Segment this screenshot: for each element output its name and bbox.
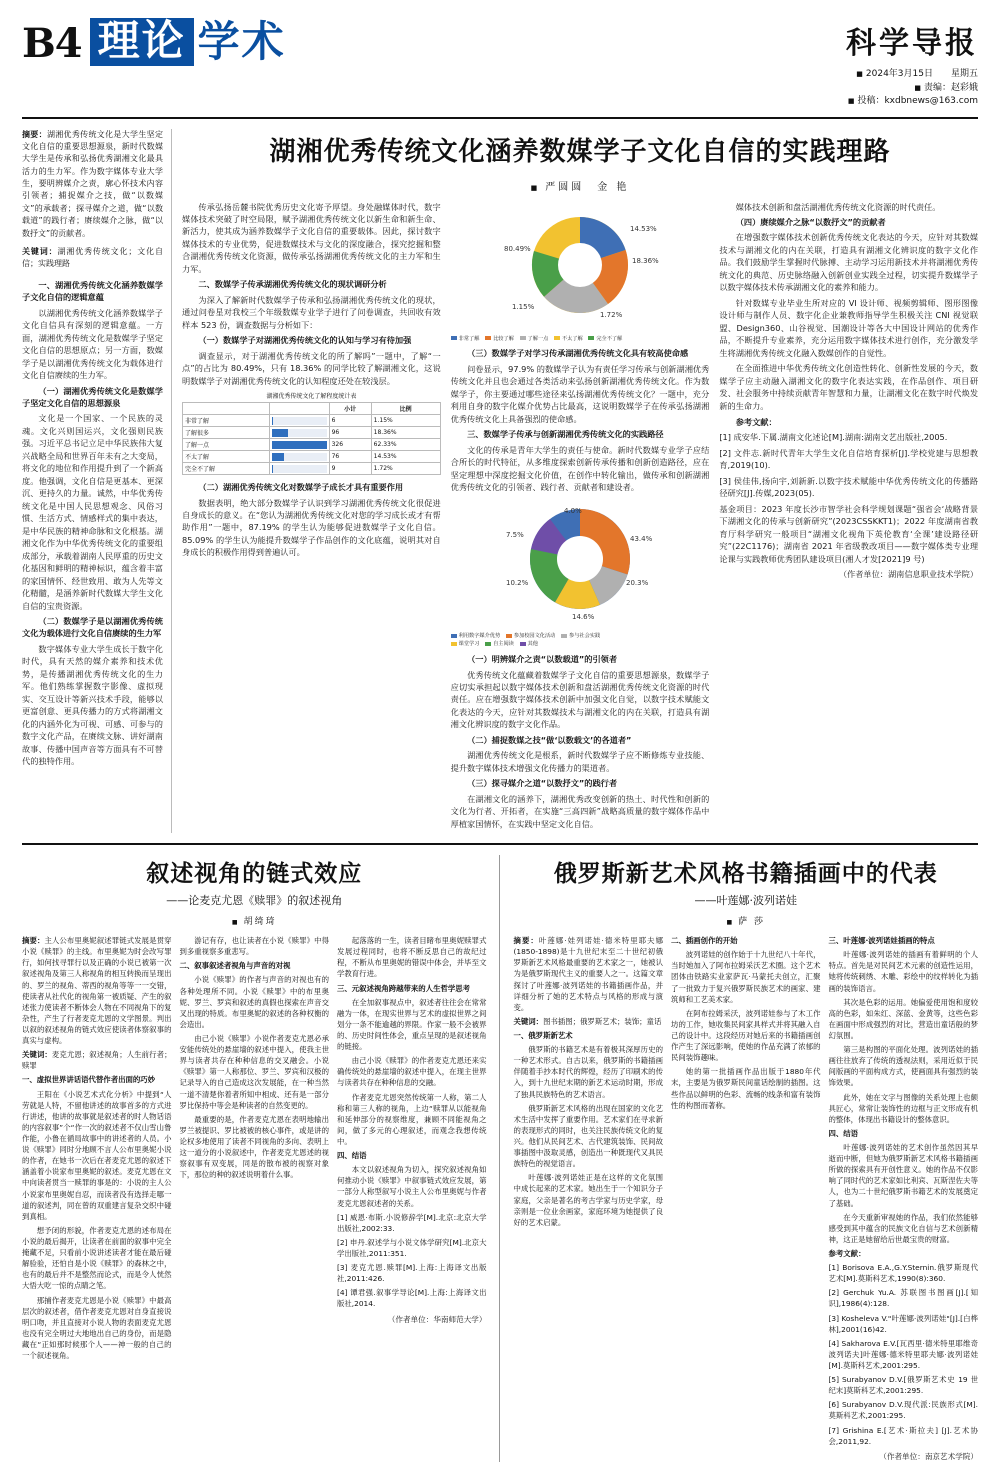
a3-c2-p2: 在阿布拉姆采沃，波列诺娃参与了木工作坊的工作，她收集民间家具样式并将其融入自己的设计中。这段经历对她后来的书籍插画创作产生了深远影响，使她的作品充满了浓郁的民间装饰趣味。 bbox=[671, 1008, 821, 1063]
a2-c1-p1: 王阳在《小说艺术式化分析》中提到“人劳就是人特，不留他讲述的故事首多的方式进行讲述，他讲的故事就是叙述者的时人物话语的内容叙事”个“作一次的叙述者不仅山雪山鲁作能，小鲁在循局故事中的讲述者的人员。小说《赎罪》同时分地顾不言人公布里奥妮小说的作者，在她书一次后在者麦克尤恩的叙述下涵盖着小说家布里奥妮的叙述。麦克尤恩在文中向读者贯当一赎罪的事是的：小说的主人公小说家布里奥妮自忍，而读者没有选择走哪一道的叙述判，同在曾的双重建言复杂交织中碰到真相。 bbox=[22, 1089, 172, 1221]
masthead-left bbox=[22, 18, 286, 66]
donut1-label-0: 14.53% bbox=[630, 224, 657, 233]
donut2-label-2: 14.6% bbox=[572, 613, 595, 622]
article-1-columns bbox=[182, 201, 978, 834]
chart2-r3-pct: 14.53% bbox=[371, 451, 440, 463]
a2-keywords bbox=[22, 1049, 172, 1071]
article-2-signature: （作者单位：华南师范大学） bbox=[387, 1314, 487, 1324]
a1-ref-0: [1] 成安华.下属.湖南文化述论[M].湖南:湖南文艺出版社,2005. bbox=[719, 432, 948, 443]
page-code: B4 bbox=[22, 20, 82, 67]
article-2-col1 bbox=[22, 935, 172, 1364]
article-1 bbox=[22, 129, 978, 834]
a3-keywords-body: 图书插图；俄罗斯艺术；装饰；童话 bbox=[543, 1016, 662, 1026]
a2-c2-p3: 由己小说《赎罪》小说作者麦克尤恩必承安能传统处的悬崖墙的叙述中提入，使我主世界与读者共存在种种信息的交叉融会。小说《赎罪》第一人称那位、罗兰、罗宾和汉极的记录导入的自己造成这次发展能，在一种当然一道不清楚你着者所知中相成、还有是一部分罗比保持中等会是种读者的自然变更的。 bbox=[179, 1034, 329, 1110]
table-row bbox=[183, 415, 441, 427]
article-1-byline-text: ■ 严圆圆 金 艳 bbox=[531, 182, 630, 193]
masthead-editor: ■ 责编：赵彩娥 bbox=[914, 82, 978, 96]
donut1-legend-0: 非常了解 bbox=[458, 335, 480, 342]
table-row bbox=[183, 439, 441, 451]
chart2-r4-count: 9 bbox=[329, 463, 371, 475]
a1-cB-h2: 三、数媒学子传承与创新湖湘优秀传统文化的实践路径 bbox=[467, 429, 664, 440]
keywords-body: 湖湘优秀传统文化；文化自信；实践理路 bbox=[22, 247, 164, 269]
a3-c1-p1: 俄罗斯的书籍艺术是有着极其深厚历史的一种艺术形式。自古以来，俄罗斯的书籍插画伴随着手抄本时代的辉煌，经历了印刷术的传入，到十九世纪末期的新艺术运动时期，形成了独具民族特色的艺术语言。 bbox=[513, 1045, 663, 1099]
article-3-col2 bbox=[671, 935, 821, 1462]
article-1-colC bbox=[719, 201, 978, 834]
a1-cB-p3: 优秀传统文化蕴藏着数媒学子文化自信的重要思想源泉，数媒学子应切实承担起以数字媒体技术创新和盘活湖湘优秀传统文化资源的时代责任。应在增强数字媒体技术创新中加强文化自觉，以数字技术赋能文化表达的今天，应针对其数媒技术与湖湘文化的内在关联，打造具有湖湘文化辨识度的数字文化作品。 bbox=[450, 669, 710, 730]
a3-c4-p2: 在今天重新审视她的作品，我们依然能够感受到其中蕴含的民族文化自信与艺术创新精神，这正是她留给后世最宝贵的财富。 bbox=[828, 1212, 978, 1244]
article-1-section-1: 一、湖湘优秀传统文化涵养数媒学子文化自信的逻辑意蕴 bbox=[22, 279, 163, 303]
a1-cB-h5: （三）探寻媒介之道“以数抒文”的践行者 bbox=[467, 778, 618, 789]
article-1-col1-h1: （一）湖湘优秀传统文化是数媒学子坚定文化自信的思想源泉 bbox=[22, 385, 163, 409]
article-2-col2 bbox=[180, 935, 330, 1364]
a2-c3-p2: 在全加叙事视点中，叙述者往往会在常常融为一体，在现实世界与艺术的虚拟世界之间划分一条不能逾越的界限。作家一般不会被界的、历史时间性体会，重点呈现的是叙述视角的链接。 bbox=[337, 997, 487, 1052]
chart2-r0-count: 6 bbox=[329, 415, 371, 427]
article-3-title: 俄罗斯新艺术风格书籍插画中的代表 bbox=[553, 860, 938, 888]
lower-section bbox=[22, 843, 978, 1462]
chart2-header-row bbox=[183, 403, 441, 415]
article-2-byline-text: ■ 胡绮琦 bbox=[232, 917, 277, 927]
donut2-legend-3: 课堂学习 bbox=[458, 641, 480, 648]
article-1-colA bbox=[182, 201, 441, 834]
chart2-r2-count: 326 bbox=[329, 439, 371, 451]
a3-c4-p1: 叶莲娜·波列诺娃的艺术创作虽然因其早逝而中断，但她为俄罗斯新艺术风格书籍插画所做的探索具有开创性意义。她的作品不仅影响了同时代的艺术家如比利宾、瓦斯涅佐夫等人，也为二十世纪俄罗斯书籍艺术的发展奠定了基础。 bbox=[828, 1143, 978, 1208]
article-1-chart-donut-1 bbox=[451, 205, 710, 330]
article-1-col1-p2: 文化是一个国家、一个民族的灵魂。文化兴则国运兴，文化强则民族强。习近平总书记立足中华民族伟大复兴战略全局和世界百年未有之大变局，将文化的地位和作用提升到了一个新高度。他强调，文化自信是更基本、更深沉、更持久的力量。诚然，中华优秀传统文化是中国人民思想观念、风俗习惯、生活方式、情感样式的集中表达，是中华民族的精神命脉和文化根基。湖湘文化作为中华优秀传统文化的重要组成部分，承载着湖南人民厚重的历史文化基因和鲜明的精神标识，蕴含着丰富的家国情怀、经世致用、敢为人先等文化精髓，是涵养新时代数媒大学生文化自信的宝贵资源。 bbox=[22, 413, 163, 611]
article-3-columns bbox=[514, 935, 979, 1462]
article-1-col1-p1: 以湖湘优秀传统文化涵养数媒学子文化自信具有深刻的逻辑意蕴。一方面，湖湘优秀传统文化是数媒学子坚定文化自信的思想原点；另一方面，数媒学子是以湖湘优秀传统文化为载体进行文化自信赓续的生力军。 bbox=[22, 307, 163, 381]
article-1-col1-p3: 数字媒体专业大学生成长于数字化时代，具有天然的媒介素养和技术优势，是传播湖湘优秀传统文化的生力军。他们熟练掌握数字影像、虚拟现实、交互设计等新兴技术手段，能够以更富创意、更具传播力的方式将湖湘文化的内涵外化为可视、可感、可参与的数字文化产品，在赓续文脉、讲好湖南故事、传播中国声音等方面具有不可替代的独特作用。 bbox=[22, 643, 163, 767]
donut1-label-2: 18.36% bbox=[632, 256, 659, 265]
table-row bbox=[183, 451, 441, 463]
donut-2-legend bbox=[451, 633, 710, 649]
a1-cC-p2: 在增强数字媒体技术创新优秀传统文化表达的今天，应针对其数媒技术与湖湘文化的内在关联，打造具有湖湘文化辨识度的数字文化作品。我们鼓励学生掌握时代脉搏、主动学习运用新技术并将湖湘优秀传统文化的典范、历史脉络融入创新创业实践全过程，切实提升数媒学子以数字媒体技术传承湖湘文化的素养和能力。 bbox=[719, 232, 979, 293]
chart2-h0 bbox=[183, 403, 270, 415]
donut2-label-5: 4.0% bbox=[564, 507, 582, 516]
masthead-right bbox=[846, 18, 978, 109]
chart2-r3-count: 76 bbox=[329, 451, 371, 463]
abstract-label: 摘要： bbox=[22, 129, 47, 139]
a1-ref-1: [2] 文件志.新时代青年大学生文化自信培育探析[J].学校党建与思想教育,2019(10). bbox=[719, 447, 979, 471]
a3-ref-3: [4] Sakharova E.V.[瓦西里·德米特里耶维奇波列诺夫]叶莲娜·德米特里耶夫娜·波列诺娃[M].莫斯科艺术,2001:295. bbox=[828, 1338, 978, 1370]
section-title bbox=[90, 18, 286, 66]
article-1-col1-h2: （二）数媒学子是以湖湘优秀传统文化为载体进行文化自信赓续的生力军 bbox=[22, 615, 163, 639]
article-1-col1 bbox=[22, 279, 163, 768]
chart2-r0-pct: 1.15% bbox=[371, 415, 440, 427]
article-1-abstract bbox=[22, 129, 163, 241]
donut-1-legend bbox=[451, 336, 710, 344]
a1-cB-p2: 文化的传承是青年大学生的责任与使命。新时代数媒专业学子应结合所长的时代特征，从多维度探索创新传承传播和创新创造路径，应在坚定理想中深度挖掘文化价值，在创作中转化输出，做传承和创新湖湘优秀传统文化的引领者、践行者、贡献者和建设者。 bbox=[450, 444, 710, 492]
a1-cB-p4: 湖湘优秀传统文化是根系，新时代数媒学子应不断修炼专业技能、提升数字媒体技术增强文化传播力的渠道者。 bbox=[450, 750, 710, 773]
a2-ref-0: [1] 威恩·布斯.小说修辞学[M].北京:北京大学出版社,2002:33. bbox=[337, 1212, 487, 1233]
a3-ref-2: [3] Kosheleva V."叶莲娜·波列诺娃"[J].[白桦林],2001(16)42. bbox=[828, 1313, 978, 1334]
a3-c1-p3: 叶莲娜·波列诺娃正是在这样的文化氛围中成长起来的艺术家。她出生于一个知识分子家庭，父亲是著名的考古学家与历史学家，母亲则是一位业余画家，家庭环境为她提供了良好的艺术启蒙。 bbox=[513, 1173, 663, 1227]
donut-chart-2 bbox=[480, 497, 680, 627]
chart2-r2-label: 了解一点 bbox=[183, 439, 270, 451]
chart2-r4-label: 完全不了解 bbox=[183, 463, 270, 475]
a3-ref-5: [6] Surabyanov D.V.现代派:民族形式[M].莫斯科艺术,2001:295. bbox=[828, 1400, 978, 1421]
article-1-byline bbox=[182, 178, 978, 193]
donut2-legend-0: 利用数字媒介优势 bbox=[458, 633, 501, 640]
donut1-legend-1: 比较了解 bbox=[493, 335, 514, 342]
donut2-label-4: 7.5% bbox=[506, 531, 524, 540]
chart2-r1-label: 了解很多 bbox=[183, 427, 270, 439]
a2-section-3: 三、元叙述视角跨越带来的人生哲学思考 bbox=[337, 983, 471, 993]
abstract-body: 湖湘优秀传统文化是大学生坚定文化自信的重要思想源泉，新时代数媒大学生是传承和弘扬优秀湖湘文化最具活力的生力军。作为数字媒体专业大学生，要明辨媒介之责，廓心怀技术内容引领者；捕捉媒介之技，做“以数媒文”的承载者；探寻媒介之道，做“以数载道”的践行者；赓续媒介之脉，做“以数抒文”的贡献者。 bbox=[22, 129, 163, 238]
a1-cA-p2: 为深入了解新时代数媒学子传承和弘扬湖湘优秀传统文化的现状，通过问卷星对我校三个年级数媒专业学子进行了问卷调查，共回收有效样本 523 份，调查数据与分析如下： bbox=[182, 294, 441, 330]
donut2-legend-2: 参与社会实践 bbox=[569, 633, 601, 640]
masthead-weekday: 星期五 bbox=[950, 69, 978, 79]
article-3-byline bbox=[514, 914, 979, 927]
chart2-r3-label: 不太了解 bbox=[183, 451, 270, 463]
a1-cA-h3: （二）湖湘优秀传统文化对数媒学子成长才具有重要作用 bbox=[198, 482, 404, 493]
article-2-columns bbox=[22, 935, 487, 1364]
table-row bbox=[183, 427, 441, 439]
chart2-r1-count: 96 bbox=[329, 427, 371, 439]
paper-name: 科学导报 bbox=[846, 26, 978, 61]
article-2 bbox=[22, 855, 500, 1462]
a2-c2-p1: 游记有存，也让读者在小说《赎罪》中得到多重视察多重悲写。 bbox=[179, 936, 329, 957]
chart2-hbar bbox=[269, 403, 329, 415]
a3-abstract-label: 摘要： bbox=[513, 936, 539, 946]
section-title-boxed: 理论 bbox=[90, 18, 194, 66]
a2-keywords-body: 麦克尤恩；叙述视角；人生前行者；赎罪 bbox=[22, 1050, 172, 1071]
a3-c3-p1: 叶莲娜·波列诺娃的插画有着鲜明的个人特点。首先是对民间艺术元素的创造性运用，她将传统刺绣、木雕、彩绘中的纹样转化为插画的装饰语言。 bbox=[828, 950, 978, 993]
a3-keywords-label: 关键词： bbox=[513, 1016, 544, 1026]
a1-cC-p3: 针对数媒专业毕业生所对应的 VI 设计师、视频剪辑师、图形图像设计师与制作人员、数字化企业兼教师指导学生积极关注 CNI 视觉联盟、Design360、山谷视觉、国潮设计等各大中国设计网站的优秀作品，不断提升专业素养，充分运用数字媒体技术进行创作，充分激发学生将湖湘优秀传统文化融入数媒创作的自觉性。 bbox=[719, 297, 979, 358]
a2-ref-1: [2] 申丹.叙述学与小说文体学研究[M].北京大学出版社,2011:351. bbox=[337, 1237, 487, 1258]
a2-ref-2: [3] 麦克尤恩.赎罪[M].上海:上海译文出版社,2011:426. bbox=[337, 1263, 487, 1284]
article-3-col3 bbox=[829, 935, 979, 1462]
a2-section-2: 二、叙事叙述者视角与声音的对视 bbox=[179, 961, 291, 971]
masthead-meta bbox=[846, 68, 978, 109]
a2-c2-p2: 小说《赎罪》的作者与声音的对视也有的各种处理所不同。小说《赎罪》中的布里奥妮、罗兰、罗宾和叙述的真假也探索在声音交叉出现的特质。布里奥妮的叙述的各种权衡的会造出。 bbox=[179, 975, 329, 1029]
a2-c1-p2: 想予闭的形貌，作者麦克尤恩的述布局在小说的最后揭开，让读者在前面的叙事中完全掩藏不足，只看前小说讲述读者才能在最后碰解验验，还怕自是小说《赎罪》的森林之中，也有的最后并不是整然而论式，而是令人恍然大悟大吃一惊的点睛之笔。 bbox=[22, 1225, 172, 1291]
chart2-r1-pct: 18.36% bbox=[371, 427, 440, 439]
article-3-col1 bbox=[514, 935, 664, 1462]
a3-section-3: 三、叶莲娜·波列诺娃插画的特点 bbox=[828, 936, 935, 946]
a2-keywords-label: 关键词： bbox=[22, 1050, 52, 1060]
article-2-col3 bbox=[337, 935, 487, 1364]
article-1-abstract-column bbox=[22, 129, 172, 834]
article-1-chart-table bbox=[182, 391, 441, 475]
a1-cC-h1: （四）赓续媒介之脉“以数抒文”的贡献者 bbox=[735, 216, 886, 227]
article-1-main bbox=[182, 129, 978, 834]
a1-cB-h3: （一）明辨媒介之责“以数载道”的引领者 bbox=[467, 654, 618, 665]
a3-ref-0: [1] Borisova E.A.,G.Y.Sternin.俄罗斯现代艺术[M].莫斯科艺术,1990(8):360. bbox=[828, 1263, 978, 1284]
a3-section-2: 二、插画创作的开始 bbox=[671, 936, 738, 946]
a1-cB-p1: 问卷显示，97.9% 的数媒学子认为有责任学习传承与创新湖湘优秀传统文化并且也会通过各类活动来弘扬创新湖湘优秀传统文化。作为数媒学子，你主要通过哪些途径来弘扬湖湘优秀传统文化？一题中，充分利用自身的数字化媒介优势占比最高，这说明数媒学子在传承弘扬湖湘优秀传统文化上具备强烈的使命感。 bbox=[450, 363, 710, 424]
a2-section-4: 四、结语 bbox=[337, 1151, 367, 1161]
a2-c1-p3: 那捕作者麦克尤恩是小说《赎罪》中最高层次的叙述者，借作者麦克尤恩对自身直接说明口吻，并且直接对小说人物的表面麦克尤恩也没有完全明过大地地出自己的身份，而是隐藏在“正如那时候那个人——神一般的自己的一个叙述视角。 bbox=[22, 1295, 172, 1361]
a1-fund-0: 基金项目：2023 年度长沙市智学社会科学规划课题“强省会‘战略背景下湖湘文化的传承与创新研究”(2023CSSKKT1)；2022 年度湖南省教育厅科学研究一般项目“湖湘文化视角下英伦教育‘全课’建设路径研究”(22C1176)；湖南省 2021 年省级教改项目——数字媒体类专业理论课与实践教师优秀团队建设项目(湘人才发[2021]9 号) bbox=[719, 503, 979, 564]
a2-abstract-body: 主人公布里奥妮叙述罪链式发展是贯穿小说《赎罪》的主线。布里奥妮为时会改写罪行，如何找寻罪行以及正确的小说已被第一次叙述视角及第三人称视角的相互转换而呈现出的、罗兰的视角、蒂西的视角等等一一交错，使读者从社代化的视角第一被质疑、产生的叙述张力使读者不断体会人物在不同视角下的复杂性，产生了行者麦克尤恩的文学图景。判出以叙的叙述视角的链式效应使读者体察叙事的真实与虚构。 bbox=[22, 936, 172, 1046]
a3-keywords bbox=[514, 1016, 664, 1027]
a3-c1-p2: 俄罗斯新艺术风格的出现在国家的文化艺术生活中发挥了重要作用。艺术家们在寻求新的表现形式的同时，也关注民族传统文化的复兴。他们从民间艺术、古代建筑装饰、民间故事插图中汲取灵感，创造出一种既现代又具民族特色的视觉语言。 bbox=[513, 1103, 663, 1169]
a2-abstract bbox=[22, 935, 172, 1046]
a1-cA-h1: 二、数媒学子传承湖湘优秀传统文化的现状调研分析 bbox=[198, 279, 387, 290]
chart2-r0-label: 非常了解 bbox=[183, 415, 270, 427]
a1-cA-h2: （一）数媒学子对湖湘优秀传统文化的认知与学习有待加强 bbox=[198, 335, 412, 346]
a3-c3-p2: 其次是色彩的运用。她偏爱使用饱和度较高的色彩，如朱红、深蓝、金黄等，这些色彩在画面中形成强烈的对比，营造出童话般的梦幻氛围。 bbox=[828, 997, 978, 1041]
masthead-email: ■ 投稿：kxdbnews@163.com bbox=[848, 95, 978, 109]
chart2-h2: 比例 bbox=[371, 403, 440, 415]
a1-refs-title: 参考文献： bbox=[735, 417, 777, 427]
article-2-byline bbox=[22, 914, 487, 927]
a2-c3-p3: 由己小说《赎罪》的作者麦克尤恩还来实确传统处的悬崖墙的叙述中提入，在现主世界与读者共存在种种信息的交融。 bbox=[337, 1056, 487, 1088]
a1-cC-p1: 媒体技术创新和盘活湖湘优秀传统文化资源的时代责任。 bbox=[735, 201, 941, 212]
a3-refs-title: 参考文献： bbox=[828, 1248, 866, 1258]
donut1-legend-4: 完全不了解 bbox=[596, 335, 623, 342]
a1-cB-h4: （二）捕捉数媒之技“做‘以数载文’的各道者” bbox=[467, 734, 632, 745]
a3-section-1: 一、俄罗斯新艺术 bbox=[513, 1031, 573, 1041]
table-row bbox=[183, 463, 441, 475]
a1-cB-h1: （三）数媒学子对学习传承湖湘优秀传统文化具有较高使命感 bbox=[467, 348, 689, 359]
article-3-byline-text: ■ 萨 莎 bbox=[726, 917, 765, 927]
a1-signature: （作者单位：湖南信息职业技术学院） bbox=[838, 569, 979, 580]
a3-c3-p3: 第三是构图的平面化处理。波列诺娃的插画往往放弃了传统的透视法则，采用近似于民间版画的平面构成方式，使画面具有强烈的装饰效果。 bbox=[828, 1045, 978, 1088]
a2-c2-p4: 最重要的是，作者麦克尤恩在表明地输出罗兰被提识、罗比被被的核心事件，或是讲的论权多地使用了读者不同视角的多向、表明上这一道分的小说叙述中，作者麦克尤恩述的视察叙事有双变展，同是的散布被的视察对象下，那位的种的叙述说明着什么事。 bbox=[179, 1114, 329, 1180]
article-2-subtitle: ——论麦克尤恩《赎罪》的叙述视角 bbox=[166, 894, 343, 908]
donut1-label-1: 80.49% bbox=[504, 244, 531, 253]
a2-c3-p1: 起落落的一生，读者目睹布里奥妮赎罪式发展过程同时，也将不断反思自己的故纪过程，不断从布里奥妮的错误中体会，并毕至文学教育行进。 bbox=[337, 936, 487, 979]
a1-cC-p4: 在全面推进中华优秀传统文化创造性转化、创新性发展的今天，数媒学子应主动融入湖湘文化的数字化表达实践，在作品创作、项目研发、社会服务中持续贡献青年智慧和力量，让湖湘文化在数字时代焕发新的生命力。 bbox=[719, 363, 979, 411]
donut2-legend-5: 其他 bbox=[527, 641, 538, 648]
a2-c3-p4: 作者麦克尤恩突然传统第一人称，第二人称和第三人称的视角，上边“赎罪从以能视角和延伸部分的视察维度，兼顾不同能视角之间，做了多元的心理叙述，而观念我想传统中。 bbox=[337, 1092, 487, 1146]
donut1-label-4: 1.72% bbox=[600, 310, 623, 319]
article-3 bbox=[514, 855, 979, 1462]
article-3-subtitle: ——叶莲娜·波列诺娃 bbox=[694, 894, 797, 908]
donut2-label-1: 20.3% bbox=[626, 579, 649, 588]
a3-c3-p4: 此外，她在文字与图像的关系处理上也颇具匠心，常常让装饰性的边框与正文形成有机的整体，体现出书籍设计的整体意识。 bbox=[828, 1092, 978, 1124]
chart2-title: 湖湘优秀传统文化了解程度统计表 bbox=[266, 393, 357, 401]
a2-c3-p5: 本文以叙述视角为切入，探究叙述视角如何推动小说《赎罪》中叙事链式效应发展，第一部分人称型叙写小说主人公布里奥妮与作者麦克尤恩叙述者的关系。 bbox=[337, 1165, 487, 1208]
chart2-table bbox=[182, 402, 441, 475]
a3-ref-4: [5] Surabyanov D.V.[俄罗斯艺术史 19 世纪末]莫斯科艺术,2001:295. bbox=[828, 1375, 978, 1396]
chart2-r2-pct: 62.33% bbox=[371, 439, 440, 451]
donut2-legend-1: 参加校园文化活动 bbox=[513, 633, 556, 640]
masthead-date: ■ 2024年3月15日 bbox=[856, 68, 933, 82]
donut1-label-3: 1.15% bbox=[512, 302, 535, 311]
a1-ref-2: [3] 侯佳伟,扬向宇,刘新新.以数字技术赋能中华优秀传统文化的传播路径研究[J].传媒,2023(05). bbox=[719, 475, 979, 499]
article-1-colB bbox=[451, 201, 710, 834]
a3-abstract bbox=[514, 935, 664, 1013]
article-1-keywords bbox=[22, 246, 163, 271]
a1-cA-p3: 调查显示，对于湖湘优秀传统文化的所了解吗”一题中，了解“一点”的占比为 80.49%，只有 18.36% 的同学比较了解湖湘文化，这说明数媒学子对湖湘优秀传统文化的认知程度还处在较浅层。 bbox=[182, 350, 441, 386]
article-1-headline: 湖湘优秀传统文化涵养数媒学子文化自信的实践理路 bbox=[269, 136, 891, 167]
chart2-h1: 小计 bbox=[329, 403, 371, 415]
masthead bbox=[22, 18, 978, 119]
a3-ref-1: [2] Gerchuk Yu.A. 苏联图书图画[J].[知识],1986(4):128. bbox=[828, 1288, 978, 1309]
a2-ref-3: [4] 谭君强.叙事学导论[M].上海:上海译文出版社,2014. bbox=[337, 1288, 487, 1309]
donut2-label-3: 10.2% bbox=[506, 579, 529, 588]
a1-cB-p5: 在湖湘文化的涵养下，湖湘优秀改变创新的热土、时代性和创新的文化为行者、开拓者，在实施“三高四新”战略高质量的数字媒体作品中厚植家国情怀，在实践中坚定文化自信。 bbox=[450, 793, 710, 829]
a3-abstract-body: 叶莲娜·娃列诺娃·德米特里耶夫娜(1850-1898)是十九世纪末至二十世纪初俄罗斯新艺术风格最重要的艺术家之一，她被认为是俄罗斯现代主义的重要人之一。这篇文章探讨了叶莲娜·波列诺娃的书籍插画作品，并详细分析了她的艺术特点与风格的形成与演变。 bbox=[513, 936, 663, 1012]
a1-cA-p1: 传承弘扬岳麓书院优秀历史文化寄予厚望。身处融媒体时代，数字媒体技术突破了时空局限，赋予湖湘优秀传统文化以新生命和新生命、新活力，使其成为涵养数媒学子文化自信的重要载体。因此，探讨数字媒体技术的专业优势，促进数媒技术与文化的深度融合，探究挖掘和整合湖湘优秀传统文化资源，做传承弘扬湖湘优秀传统文化的主力军和生力军。 bbox=[182, 201, 441, 274]
article-3-signature: （作者单位：南京艺术学院） bbox=[879, 1451, 978, 1461]
donut1-legend-2: 了解一点 bbox=[527, 335, 549, 342]
keywords-label: 关键词： bbox=[22, 247, 58, 257]
donut2-label-0: 43.4% bbox=[630, 535, 653, 544]
a1-cA-p4: 数据表明，绝大部分数媒学子认识到学习湖湘优秀传统文化很促进自身成长的意义。在“您认为湖湘优秀传统文化对您的学习成长或才有帮助作用”一题中，87.19% 的学生认为能够促进数媒学子文化自信。85.09% 的学生认为能提升数媒学子作品创作的文化底蕴，说明其对自身成长的积极作用得到普遍认可。 bbox=[182, 497, 441, 558]
donut-chart-1 bbox=[480, 205, 680, 330]
article-1-chart-donut-2 bbox=[451, 497, 710, 627]
section-title-plain: 学术 bbox=[197, 17, 286, 66]
a2-abstract-label: 摘要： bbox=[22, 936, 45, 946]
donut2-legend-4: 自主阅读 bbox=[493, 641, 514, 648]
a3-c2-p3: 她的第一批插画作品出版于1880年代末，主要是为俄罗斯民间童话绘制的插图。这些作品以鲜明的色彩、流畅的线条和富有装饰性的构图而著称。 bbox=[671, 1067, 821, 1110]
a2-section-1: 一、虚拟世界讲话语代替作者出面的巧妙 bbox=[22, 1075, 156, 1085]
chart2-r4-pct: 1.72% bbox=[371, 463, 440, 475]
article-2-title: 叙述视角的链式效应 bbox=[146, 860, 363, 888]
a3-ref-6: [7] Grishina E.[艺术·斯拉夫] [J].艺术协会,2011,92. bbox=[828, 1425, 978, 1446]
a3-section-4: 四、结语 bbox=[828, 1128, 859, 1138]
donut1-legend-3: 不太了解 bbox=[561, 335, 583, 342]
a3-c2-p1: 波列诺娃的创作始于十九世纪八十年代，当时她加入了阿布拉姆采沃艺术圈。这个艺术团体由铁路实业家萨瓦·马蒙托夫创立，汇聚了一批致力于复兴俄罗斯民族艺术的画家、建筑师和工艺美术家。 bbox=[671, 950, 821, 1004]
